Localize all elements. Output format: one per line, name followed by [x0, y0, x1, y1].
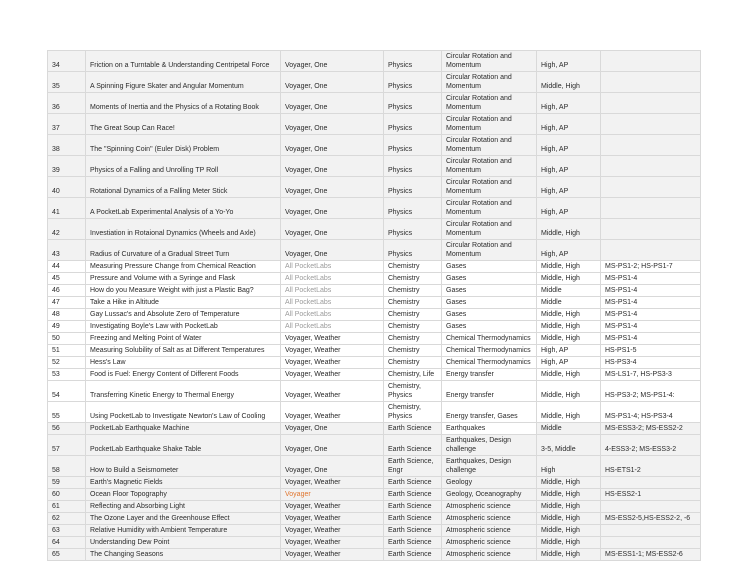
standards-cell: [601, 51, 701, 72]
standards-cell: [601, 114, 701, 135]
row-number-cell: 58: [48, 456, 86, 477]
topic-cell: Geology: [442, 477, 537, 489]
device-cell: All PocketLabs: [281, 297, 384, 309]
row-number-cell: 45: [48, 273, 86, 285]
subject-cell: Earth Science, Engr: [384, 456, 442, 477]
lesson-title-cell: Earth's Magnetic Fields: [86, 477, 281, 489]
standards-cell: [601, 198, 701, 219]
standards-cell: MS-PS1-4: [601, 321, 701, 333]
lesson-title-cell: Measuring Pressure Change from Chemical Reaction: [86, 261, 281, 273]
row-number-cell: 60: [48, 489, 86, 501]
lesson-title-cell: Moments of Inertia and the Physics of a Rotating Book: [86, 93, 281, 114]
row-number-cell: 62: [48, 513, 86, 525]
table-row: [48, 525, 701, 537]
subject-cell: Physics: [384, 240, 442, 261]
standards-cell: MS-PS1-2; HS-PS1-7: [601, 261, 701, 273]
table-row: [48, 321, 701, 333]
subject-cell: Earth Science: [384, 501, 442, 513]
table-row: [48, 549, 701, 561]
topic-cell: Circular Rotation and Momentum: [442, 198, 537, 219]
subject-cell: Earth Science: [384, 525, 442, 537]
row-number-cell: 47: [48, 297, 86, 309]
row-number-cell: 57: [48, 435, 86, 456]
table-row: [48, 501, 701, 513]
standards-cell: MS-LS1-7, HS-PS3-3: [601, 369, 701, 381]
grade-level-cell: Middle, High: [537, 402, 601, 423]
topic-cell: Gases: [442, 321, 537, 333]
subject-cell: Chemistry: [384, 321, 442, 333]
subject-cell: Chemistry, Physics: [384, 402, 442, 423]
grade-level-cell: Middle: [537, 423, 601, 435]
topic-cell: Circular Rotation and Momentum: [442, 93, 537, 114]
row-number-cell: 40: [48, 177, 86, 198]
grade-level-cell: 3-5, Middle: [537, 435, 601, 456]
table-row: [48, 369, 701, 381]
topic-cell: Circular Rotation and Momentum: [442, 51, 537, 72]
standards-cell: MS-PS1-4: [601, 297, 701, 309]
standards-cell: [601, 177, 701, 198]
table-row: [48, 456, 701, 477]
device-cell: Voyager, One: [281, 177, 384, 198]
lesson-title-cell: Investigating Boyle's Law with PocketLab: [86, 321, 281, 333]
grade-level-cell: Middle, High: [537, 513, 601, 525]
topic-cell: Gases: [442, 309, 537, 321]
table-body: [48, 51, 701, 561]
lesson-title-cell: Measuring Solubility of Salt as at Different Temperatures: [86, 345, 281, 357]
grade-level-cell: Middle, High: [537, 321, 601, 333]
lesson-title-cell: Friction on a Turntable & Understanding Centripetal Force: [86, 51, 281, 72]
grade-level-cell: Middle: [537, 285, 601, 297]
standards-cell: HS-PS3-4: [601, 357, 701, 369]
subject-cell: Physics: [384, 51, 442, 72]
topic-cell: Earthquakes, Design challenge: [442, 456, 537, 477]
subject-cell: Physics: [384, 219, 442, 240]
lesson-title-cell: Freezing and Melting Point of Water: [86, 333, 281, 345]
grade-level-cell: High, AP: [537, 156, 601, 177]
table-row: [48, 240, 701, 261]
subject-cell: Chemistry: [384, 333, 442, 345]
row-number-cell: 36: [48, 93, 86, 114]
topic-cell: Atmospheric science: [442, 537, 537, 549]
grade-level-cell: High, AP: [537, 114, 601, 135]
grade-level-cell: Middle, High: [537, 381, 601, 402]
standards-cell: HS-PS1-5: [601, 345, 701, 357]
grade-level-cell: Middle, High: [537, 369, 601, 381]
subject-cell: Chemistry: [384, 297, 442, 309]
standards-cell: HS-ESS2-1: [601, 489, 701, 501]
subject-cell: Physics: [384, 93, 442, 114]
row-number-cell: 50: [48, 333, 86, 345]
device-cell: Voyager: [281, 489, 384, 501]
row-number-cell: 46: [48, 285, 86, 297]
grade-level-cell: Middle, High: [537, 489, 601, 501]
device-cell: All PocketLabs: [281, 309, 384, 321]
standards-cell: MS-PS1-4: [601, 285, 701, 297]
lesson-title-cell: A Spinning Figure Skater and Angular Momentum: [86, 72, 281, 93]
row-number-cell: 56: [48, 423, 86, 435]
grade-level-cell: High: [537, 456, 601, 477]
device-cell: Voyager, Weather: [281, 381, 384, 402]
lesson-title-cell: The Changing Seasons: [86, 549, 281, 561]
table-row: [48, 273, 701, 285]
lesson-title-cell: Understanding Dew Point: [86, 537, 281, 549]
table-row: [48, 93, 701, 114]
topic-cell: Energy transfer: [442, 381, 537, 402]
grade-level-cell: Middle, High: [537, 219, 601, 240]
grade-level-cell: High, AP: [537, 345, 601, 357]
topic-cell: Chemical Thermodynamics: [442, 357, 537, 369]
standards-cell: [601, 240, 701, 261]
row-number-cell: 38: [48, 135, 86, 156]
lesson-title-cell: Investiation in Rotaional Dynamics (Wheels and Axle): [86, 219, 281, 240]
topic-cell: Atmospheric science: [442, 549, 537, 561]
spreadsheet-page: [47, 50, 701, 561]
standards-cell: [601, 135, 701, 156]
table-row: [48, 435, 701, 456]
device-cell: Voyager, Weather: [281, 369, 384, 381]
subject-cell: Earth Science: [384, 423, 442, 435]
grade-level-cell: High, AP: [537, 357, 601, 369]
topic-cell: Circular Rotation and Momentum: [442, 72, 537, 93]
topic-cell: Gases: [442, 273, 537, 285]
device-cell: Voyager, One: [281, 198, 384, 219]
subject-cell: Physics: [384, 177, 442, 198]
topic-cell: Circular Rotation and Momentum: [442, 156, 537, 177]
topic-cell: Circular Rotation and Momentum: [442, 177, 537, 198]
subject-cell: Chemistry: [384, 273, 442, 285]
lessons-table: [47, 50, 701, 561]
table-row: [48, 477, 701, 489]
standards-cell: 4-ESS3-2; MS-ESS3-2: [601, 435, 701, 456]
grade-level-cell: Middle: [537, 297, 601, 309]
standards-cell: [601, 93, 701, 114]
row-number-cell: 39: [48, 156, 86, 177]
table-row: [48, 135, 701, 156]
standards-cell: HS-ETS1-2: [601, 456, 701, 477]
topic-cell: Atmospheric science: [442, 525, 537, 537]
lesson-title-cell: Food is Fuel: Energy Content of Different Foods: [86, 369, 281, 381]
topic-cell: Circular Rotation and Momentum: [442, 219, 537, 240]
grade-level-cell: Middle, High: [537, 477, 601, 489]
standards-cell: MS-PS1-4: [601, 273, 701, 285]
standards-cell: MS-ESS3-2; MS-ESS2-2: [601, 423, 701, 435]
table-row: [48, 333, 701, 345]
topic-cell: Circular Rotation and Momentum: [442, 135, 537, 156]
row-number-cell: 34: [48, 51, 86, 72]
subject-cell: Earth Science: [384, 513, 442, 525]
device-cell: Voyager, One: [281, 435, 384, 456]
device-cell: Voyager, Weather: [281, 477, 384, 489]
grade-level-cell: Middle, High: [537, 72, 601, 93]
device-cell: Voyager, Weather: [281, 525, 384, 537]
device-cell: Voyager, Weather: [281, 501, 384, 513]
subject-cell: Physics: [384, 72, 442, 93]
grade-level-cell: Middle, High: [537, 333, 601, 345]
device-cell: Voyager, One: [281, 456, 384, 477]
device-cell: Voyager, One: [281, 423, 384, 435]
lesson-title-cell: The "Spinning Coin" (Euler Disk) Problem: [86, 135, 281, 156]
subject-cell: Physics: [384, 135, 442, 156]
device-cell: Voyager, One: [281, 219, 384, 240]
standards-cell: MS-ESS1-1; MS-ESS2-6: [601, 549, 701, 561]
lesson-title-cell: How to Build a Seismometer: [86, 456, 281, 477]
standards-cell: [601, 537, 701, 549]
table-row: [48, 357, 701, 369]
standards-cell: MS-PS1-4: [601, 333, 701, 345]
row-number-cell: 43: [48, 240, 86, 261]
row-number-cell: 51: [48, 345, 86, 357]
device-cell: Voyager, Weather: [281, 333, 384, 345]
row-number-cell: 53: [48, 369, 86, 381]
table-row: [48, 402, 701, 423]
table-row: [48, 297, 701, 309]
topic-cell: Energy transfer: [442, 369, 537, 381]
subject-cell: Earth Science: [384, 537, 442, 549]
subject-cell: Chemistry: [384, 345, 442, 357]
table-row: [48, 261, 701, 273]
device-cell: All PocketLabs: [281, 273, 384, 285]
row-number-cell: 65: [48, 549, 86, 561]
subject-cell: Chemistry: [384, 261, 442, 273]
lesson-title-cell: Using PocketLab to Investigate Newton's Law of Cooling: [86, 402, 281, 423]
row-number-cell: 37: [48, 114, 86, 135]
subject-cell: Chemistry, Life: [384, 369, 442, 381]
row-number-cell: 41: [48, 198, 86, 219]
lesson-title-cell: Rotational Dynamics of a Falling Meter Stick: [86, 177, 281, 198]
table-row: [48, 345, 701, 357]
topic-cell: Circular Rotation and Momentum: [442, 240, 537, 261]
table-row: [48, 51, 701, 72]
table-row: [48, 513, 701, 525]
lesson-title-cell: Ocean Floor Topography: [86, 489, 281, 501]
topic-cell: Atmospheric science: [442, 501, 537, 513]
table-row: [48, 177, 701, 198]
grade-level-cell: High, AP: [537, 93, 601, 114]
subject-cell: Earth Science: [384, 489, 442, 501]
grade-level-cell: Middle, High: [537, 309, 601, 321]
device-cell: All PocketLabs: [281, 285, 384, 297]
row-number-cell: 35: [48, 72, 86, 93]
topic-cell: Atmospheric science: [442, 513, 537, 525]
device-cell: All PocketLabs: [281, 261, 384, 273]
table-row: [48, 285, 701, 297]
device-cell: Voyager, Weather: [281, 402, 384, 423]
topic-cell: Earthquakes, Design challenge: [442, 435, 537, 456]
standards-cell: HS-PS3-2; MS-PS1-4:: [601, 381, 701, 402]
lesson-title-cell: Pressure and Volume with a Syringe and Flask: [86, 273, 281, 285]
row-number-cell: 42: [48, 219, 86, 240]
row-number-cell: 55: [48, 402, 86, 423]
standards-cell: [601, 477, 701, 489]
device-cell: Voyager, One: [281, 51, 384, 72]
device-cell: Voyager, Weather: [281, 549, 384, 561]
row-number-cell: 63: [48, 525, 86, 537]
row-number-cell: 64: [48, 537, 86, 549]
subject-cell: Earth Science: [384, 549, 442, 561]
lesson-title-cell: Physics of a Falling and Unrolling TP Roll: [86, 156, 281, 177]
lesson-title-cell: Transferring Kinetic Energy to Thermal Energy: [86, 381, 281, 402]
grade-level-cell: Middle, High: [537, 501, 601, 513]
lesson-title-cell: How do you Measure Weight with just a Plastic Bag?: [86, 285, 281, 297]
lesson-title-cell: Radius of Curvature of a Gradual Street Turn: [86, 240, 281, 261]
topic-cell: Chemical Thermodynamics: [442, 333, 537, 345]
row-number-cell: 49: [48, 321, 86, 333]
lesson-title-cell: Reflecting and Absorbing Light: [86, 501, 281, 513]
table-row: [48, 72, 701, 93]
lesson-title-cell: PocketLab Earthquake Shake Table: [86, 435, 281, 456]
standards-cell: [601, 501, 701, 513]
lesson-title-cell: A PocketLab Experimental Analysis of a Yo-Yo: [86, 198, 281, 219]
grade-level-cell: Middle, High: [537, 549, 601, 561]
standards-cell: [601, 219, 701, 240]
grade-level-cell: High, AP: [537, 177, 601, 198]
topic-cell: Earthquakes: [442, 423, 537, 435]
row-number-cell: 44: [48, 261, 86, 273]
topic-cell: Chemical Thermodynamics: [442, 345, 537, 357]
table-row: [48, 423, 701, 435]
device-cell: Voyager, One: [281, 135, 384, 156]
table-row: [48, 309, 701, 321]
topic-cell: Gases: [442, 297, 537, 309]
standards-cell: [601, 156, 701, 177]
device-cell: Voyager, One: [281, 240, 384, 261]
device-cell: All PocketLabs: [281, 321, 384, 333]
row-number-cell: 48: [48, 309, 86, 321]
subject-cell: Physics: [384, 114, 442, 135]
row-number-cell: 59: [48, 477, 86, 489]
row-number-cell: 61: [48, 501, 86, 513]
subject-cell: Chemistry, Physics: [384, 381, 442, 402]
grade-level-cell: Middle, High: [537, 537, 601, 549]
table-row: [48, 219, 701, 240]
subject-cell: Physics: [384, 198, 442, 219]
subject-cell: Physics: [384, 156, 442, 177]
topic-cell: Gases: [442, 285, 537, 297]
lesson-title-cell: Hess's Law: [86, 357, 281, 369]
lesson-title-cell: Gay Lussac's and Absolute Zero of Temperature: [86, 309, 281, 321]
lesson-title-cell: PocketLab Earthquake Machine: [86, 423, 281, 435]
standards-cell: MS-PS1-4; HS-PS3-4: [601, 402, 701, 423]
table-row: [48, 537, 701, 549]
topic-cell: Circular Rotation and Momentum: [442, 114, 537, 135]
device-cell: Voyager, Weather: [281, 357, 384, 369]
topic-cell: Energy transfer, Gases: [442, 402, 537, 423]
device-cell: Voyager, Weather: [281, 345, 384, 357]
table-row: [48, 381, 701, 402]
grade-level-cell: Middle, High: [537, 273, 601, 285]
row-number-cell: 54: [48, 381, 86, 402]
grade-level-cell: High, AP: [537, 135, 601, 156]
grade-level-cell: Middle, High: [537, 261, 601, 273]
table-row: [48, 198, 701, 219]
lesson-title-cell: The Great Soup Can Race!: [86, 114, 281, 135]
lesson-title-cell: Take a Hike in Altitude: [86, 297, 281, 309]
subject-cell: Chemistry: [384, 309, 442, 321]
device-cell: Voyager, Weather: [281, 537, 384, 549]
device-cell: Voyager, Weather: [281, 513, 384, 525]
table-row: [48, 156, 701, 177]
standards-cell: [601, 525, 701, 537]
subject-cell: Chemistry: [384, 285, 442, 297]
grade-level-cell: High, AP: [537, 51, 601, 72]
grade-level-cell: High, AP: [537, 198, 601, 219]
lesson-title-cell: The Ozone Layer and the Greenhouse Effect: [86, 513, 281, 525]
row-number-cell: 52: [48, 357, 86, 369]
device-cell: Voyager, One: [281, 114, 384, 135]
device-cell: Voyager, One: [281, 93, 384, 114]
topic-cell: Geology, Oceanography: [442, 489, 537, 501]
standards-cell: [601, 72, 701, 93]
lesson-title-cell: Relative Humidity with Ambient Temperature: [86, 525, 281, 537]
topic-cell: Gases: [442, 261, 537, 273]
grade-level-cell: High, AP: [537, 240, 601, 261]
standards-cell: MS-ESS2-5,HS-ESS2-2, -6: [601, 513, 701, 525]
device-cell: Voyager, One: [281, 72, 384, 93]
standards-cell: MS-PS1-4: [601, 309, 701, 321]
subject-cell: Earth Science: [384, 477, 442, 489]
subject-cell: Earth Science: [384, 435, 442, 456]
table-row: [48, 114, 701, 135]
device-cell: Voyager, One: [281, 156, 384, 177]
subject-cell: Chemistry: [384, 357, 442, 369]
grade-level-cell: Middle, High: [537, 525, 601, 537]
table-row: [48, 489, 701, 501]
